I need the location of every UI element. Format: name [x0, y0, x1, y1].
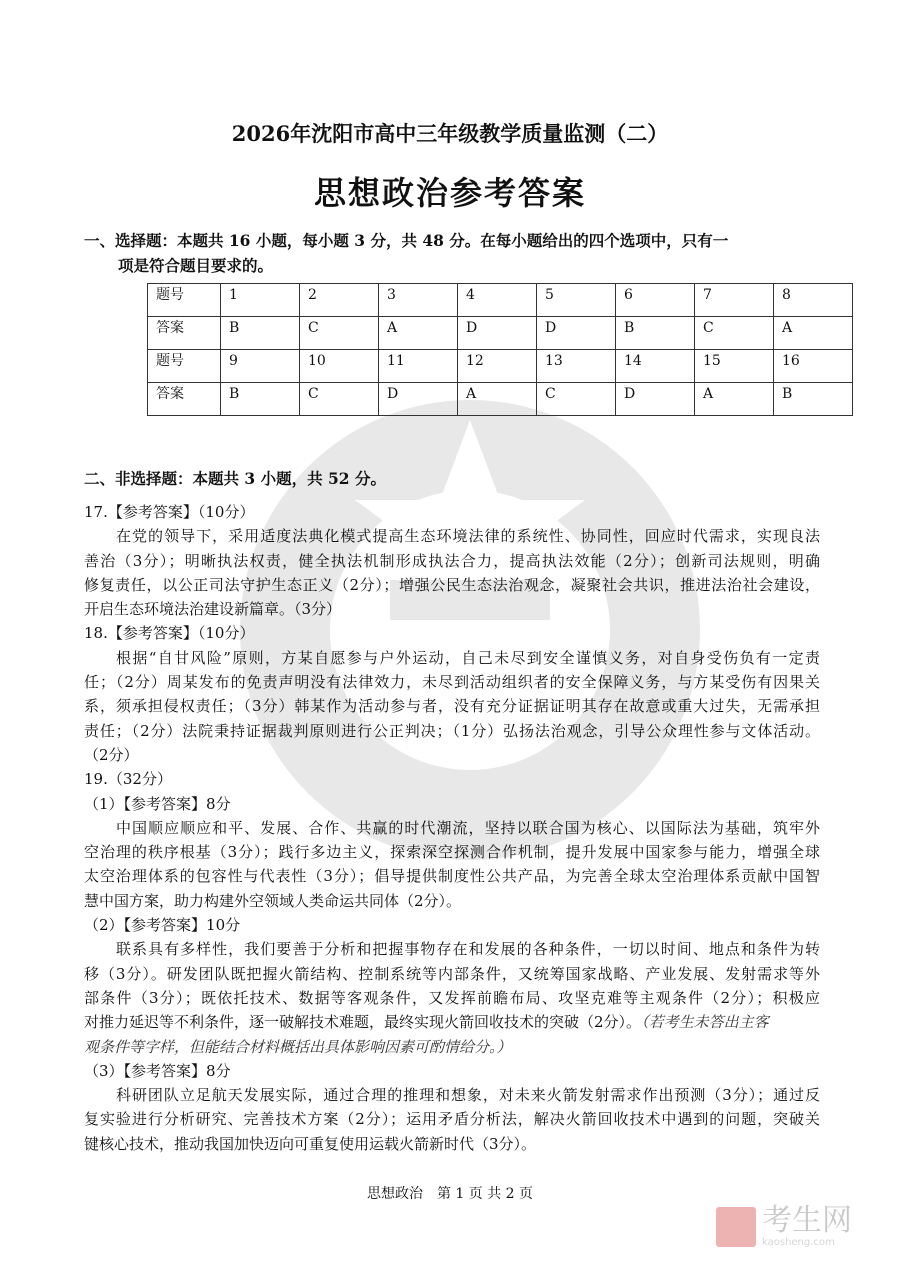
q19-heading: 19.（32分）	[84, 770, 172, 789]
table-cell: C	[695, 317, 774, 350]
table-cell: 5	[537, 284, 616, 317]
answer-line: 联系具有多样性，我们要善于分析和把握事物存在和发展的各种条件，一切以时间、地点和条件为转	[116, 940, 820, 959]
table-cell: 11	[379, 350, 458, 383]
table-row	[148, 350, 853, 383]
answer-line: 空治理的秩序根基（3分）；践行多边主义，探索深空探测合作机制，提升发展中国家参与能力，增强全球	[84, 843, 820, 862]
table-cell: 6	[616, 284, 695, 317]
table-cell: D	[379, 383, 458, 416]
table-cell: B	[616, 317, 695, 350]
answer-line: 系，须承担侵权责任；（3分）韩某作为活动参与者，没有充分证据证明其存在故意或重大过失，无需承担	[84, 697, 820, 716]
q17-answer	[84, 524, 820, 621]
answer-line: 开启生态环境法治建设新篇章。（3分）	[84, 600, 342, 619]
table-cell: 10	[300, 350, 379, 383]
answer-line: 中国顺应顺应和平、发展、合作、共赢的时代潮流，坚持以联合国为核心、以国际法为基础，筑牢外	[116, 818, 820, 837]
table-cell: B	[774, 383, 853, 416]
answer-line: 太空治理体系的包容性与代表性（3分）；倡导提供制度性公共产品，为完善全球太空治理体系贡献中国智	[84, 867, 820, 886]
table-cell: 15	[695, 350, 774, 383]
section-2-heading: 二、非选择题：本题共 3 小题，共 52 分。	[84, 469, 386, 488]
table-cell: 3	[379, 284, 458, 317]
answer-line: 科研团队立足航天发展实际，通过合理的推理和想象，对未来火箭发射需求作出预测（3分）；通过反	[116, 1086, 820, 1105]
q18-answer	[84, 646, 820, 767]
table-cell: 14	[616, 350, 695, 383]
table-cell: A	[379, 317, 458, 350]
table-cell: 16	[774, 350, 853, 383]
answer-line: 移（3分）。研发团队既把握火箭结构、控制系统等内部条件，又统筹国家战略、产业发展、发射需求等外	[84, 964, 820, 983]
table-cell: D	[537, 317, 616, 350]
table-cell: A	[695, 383, 774, 416]
document-subtitle: 思想政治参考答案	[313, 174, 586, 212]
answer-line: 部条件（3分）；既依托技术、数据等客观条件，又发挥前瞻布局、攻坚克难等主观条件（2分）；积极应	[84, 988, 820, 1007]
table-cell: B	[221, 383, 300, 416]
answer-line: 慧中国方案，助力构建外空领域人类命运共同体（2分）。	[84, 891, 462, 910]
q19-2-heading: （2）【参考答案】10分	[84, 916, 241, 935]
table-cell: 2	[300, 284, 379, 317]
answer-line: 责任；（2分）法院秉持证据裁判原则进行公正判决；（1分）弘扬法治观念，引导公众理性参与文体活动。	[84, 721, 820, 740]
row-label: 题号	[148, 350, 221, 383]
table-cell: 9	[221, 350, 300, 383]
answer-line: 在党的领导下，采用适度法典化模式提高生态环境法律的系统性、协同性，回应时代需求，实现良法	[116, 527, 820, 546]
q18-heading: 18.【参考答案】（10分）	[84, 624, 255, 643]
q19-1-heading: （1）【参考答案】8分	[84, 794, 231, 813]
table-cell: 8	[774, 284, 853, 317]
table-row	[148, 284, 853, 317]
table-cell: C	[300, 383, 379, 416]
kaosheng-logo-icon	[716, 1207, 756, 1247]
answer-line: 根据“自甘风险”原则，方某自愿参与户外运动，自己未尽到安全谨慎义务，对自身受伤负有一定责	[116, 648, 820, 667]
answer-line: 复实验进行分析研究、完善技术方案（2分）；运用矛盾分析法，解决火箭回收技术中遇到的问题，突破关	[84, 1110, 820, 1129]
answer-line: 键核心技术，推动我国加快迈向可重复使用运载火箭新时代（3分）。	[84, 1134, 537, 1153]
exam-title: 2026年沈阳市高中三年级教学质量监测（二）	[231, 121, 669, 146]
q17-heading: 17.【参考答案】（10分）	[84, 503, 255, 521]
answer-line: 修复责任，以公正司法守护生态正义（2分）；增强公民生态法治观念，凝聚社会共识，推进法治社会建设，	[84, 575, 820, 594]
row-label: 答案	[148, 317, 221, 350]
table-cell: C	[300, 317, 379, 350]
table-cell: A	[458, 383, 537, 416]
table-cell: 1	[221, 284, 300, 317]
row-label: 题号	[148, 284, 221, 317]
q19-2-scoring-note: 观条件等字样，但能结合材料概括出具体影响因素可酌情给分。）	[84, 1037, 512, 1056]
table-cell: A	[774, 317, 853, 350]
row-label: 答案	[148, 383, 221, 416]
table-cell: D	[616, 383, 695, 416]
table-cell: D	[458, 317, 537, 350]
q19-1-answer	[84, 816, 820, 913]
table-row	[148, 317, 853, 350]
table-cell: 7	[695, 284, 774, 317]
table-cell: 12	[458, 350, 537, 383]
q19-2-answer	[84, 937, 820, 1034]
kaosheng-logo: 考生网 kaosheng.com	[716, 1205, 852, 1248]
answer-text: 对推力延迟等不利条件，逐一破解技术难题，最终实现火箭回收技术的突破（2分）。	[84, 1013, 642, 1032]
table-cell: B	[221, 317, 300, 350]
scoring-note: （若考生未答出主客	[641, 1013, 769, 1032]
answers-body	[84, 500, 820, 1156]
q19-3-heading: （3）【参考答案】8分	[84, 1061, 231, 1080]
section-1-heading: 一、选择题：本题共 16 小题，每小题 3 分，共 48 分。在每小题给出的四个选项中，只有一 项是符合题目要求的。	[84, 231, 729, 275]
answer-line	[84, 1010, 820, 1034]
table-cell: 13	[537, 350, 616, 383]
table-cell: C	[537, 383, 616, 416]
answer-line: 善治（3分）；明晰执法权责，健全执法机制形成执法合力，提高执法效能（2分）；创新司法规则，明确	[84, 551, 820, 570]
table-cell: 4	[458, 284, 537, 317]
page-footer: 思想政治 第 1 页 共 2 页	[366, 1186, 534, 1202]
answer-line: （2分）	[84, 745, 139, 764]
q19-3-answer	[84, 1083, 820, 1156]
answer-table	[147, 283, 853, 416]
table-row	[148, 383, 853, 416]
answer-line: 任；（2分）周某发布的免责声明没有法律效力，未尽到活动组织者的安全保障义务，与方某受伤有因果关	[84, 673, 820, 692]
